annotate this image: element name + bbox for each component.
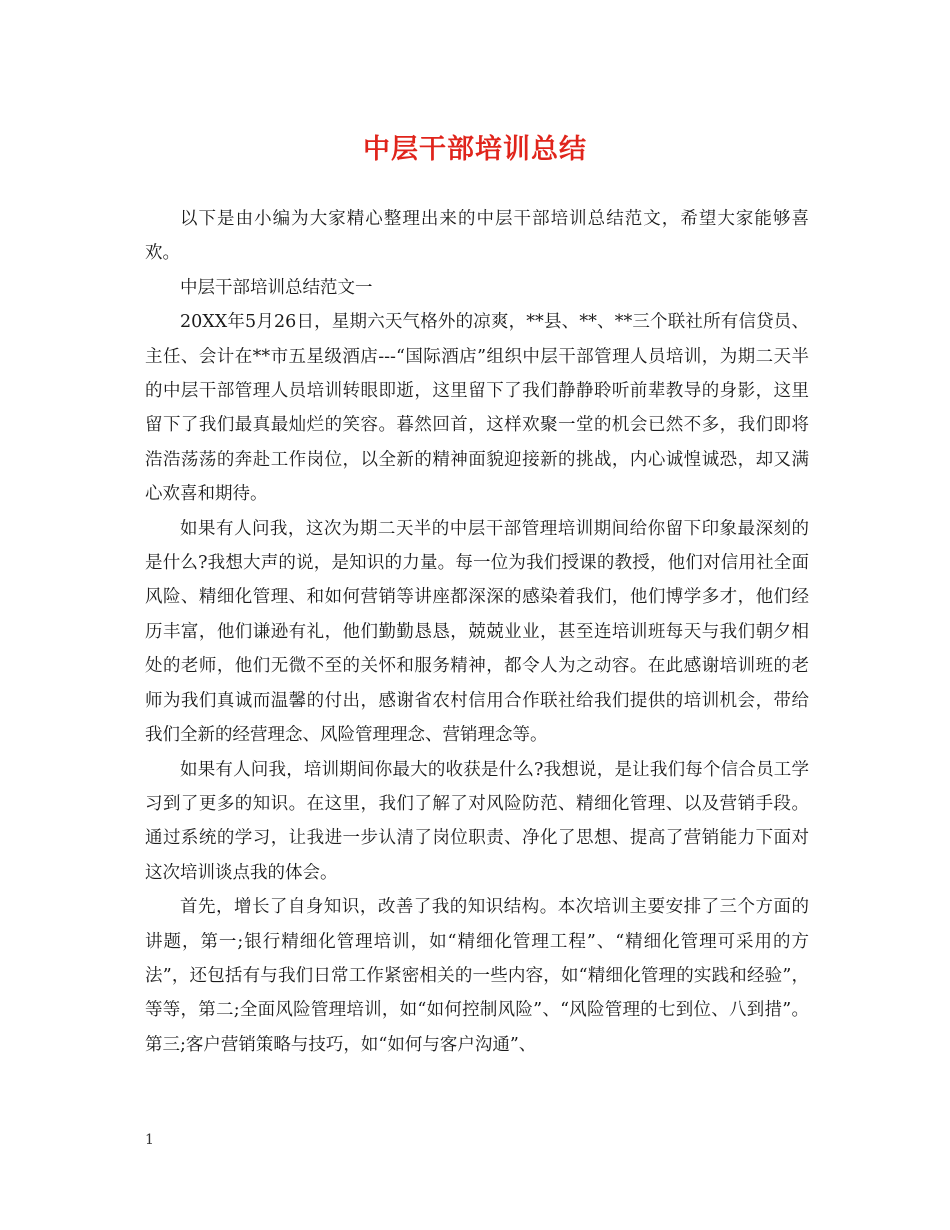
intro-paragraph: 以下是由小编为大家精心整理出来的中层干部培训总结范文，希望大家能够喜欢。	[145, 209, 809, 264]
body-paragraph: 首先，增长了自身知识，改善了我的知识结构。本次培训主要安排了三个方面的讲题，第一;银行精细化管理培训，如“精细化管理工程”、“精细化管理可采用的方法”，还包括有与我们日常工作紧密相关的一些内容，如“精细化管理的实践和经验”，等等，第二;全面风险管理培训，如“如何控制风险”、“风险管理的七到位、八到措”。第三;客户营销策略与技巧，如“如何与客户沟通”、	[145, 897, 809, 1055]
body-paragraph: 20XX年5月26日，星期六天气格外的凉爽，**县、**、**三个联社所有信贷员、主任、会计在**市五星级酒店---“国际酒店”组织中层干部管理人员培训，为期二天半的中层干部管理人员培训转眼即逝，这里留下了我们静静聆听前辈教导的身影，这里留下了我们最真最灿烂的笑容。暮然回首，这样欢聚一堂的机会已然不多，我们即将浩浩荡荡的奔赴工作岗位，以全新的精神面貌迎接新的挑战，内心诚惶诚恐，却又满心欢喜和期待。	[145, 312, 809, 505]
document-body	[145, 202, 809, 1062]
body-paragraph: 如果有人问我，这次为期二天半的中层干部管理培训期间给你留下印象最深刻的是什么?我想大声的说，是知识的力量。每一位为我们授课的教授，他们对信用社全面风险、精细化管理、和如何营销等讲座都深深的感染着我们，他们博学多才，他们经历丰富，他们谦逊有礼，他们勤勤恳恳，兢兢业业，甚至连培训班每天与我们朝夕相处的老师，他们无微不至的关怀和服务精神，都令人为之动容。在此感谢培训班的老师为我们真诚而温馨的付出，感谢省农村信用合作联社给我们提供的培训机会，带给我们全新的经营理念、风险管理理念、营销理念等。	[145, 518, 809, 746]
body-paragraph: 如果有人问我，培训期间你最大的收获是什么?我想说，是让我们每个信合员工学习到了更多的知识。在这里，我们了解了对风险防范、精细化管理、以及营销手段。通过系统的学习，让我进一步认清了岗位职责、净化了思想、提高了营销能力下面对这次培训谈点我的体会。	[145, 759, 809, 883]
section-heading: 中层干部培训总结范文一	[180, 277, 373, 298]
document-title: 中层干部培训总结	[363, 134, 587, 165]
page-number: 1	[145, 1132, 154, 1148]
